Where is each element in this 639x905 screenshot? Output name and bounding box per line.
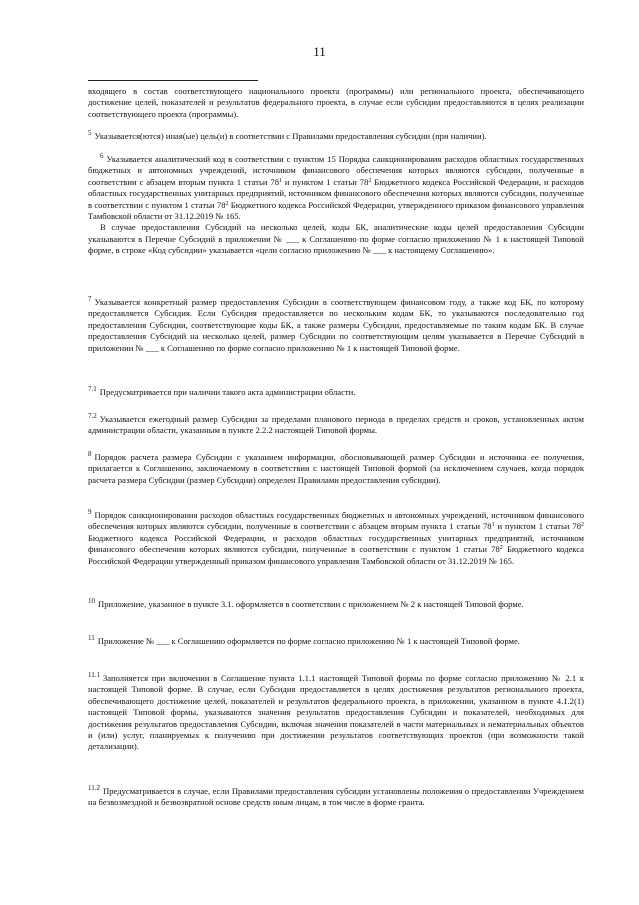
footnote-5 [88, 131, 584, 142]
footnote-mark: 7.1 [88, 385, 97, 393]
footnote-7 [88, 297, 584, 354]
superscript: 2 [499, 545, 503, 552]
footnote-text: Приложение, указанное в пункте 3.1. оформляется в соответствии с приложением № 2 к настоящей Типовой форме. [98, 599, 524, 609]
footnote-mark: 11.2 [88, 784, 100, 792]
footnote-11-1 [88, 673, 584, 753]
footnote-text: Бюджетного кодекса Российской Федерации, и расходов областных государственных унитарных предприятий, источником финансового обеспечения которых являются субсидии, полученные в соответствии с пунктом 1 статьи 78 [88, 176, 584, 210]
footnote-text: Заполняется при включении в Соглашение пункта 1.1.1 настоящей Типовой формы по форме согласно приложению № 2.1 к настоящей Типовой форме. В случае, если Субсидия предоставляется в целях достижения результатов регионального проекта, обеспечивающего достижение целей, показателей и результатов федерального проекта, в приложении, указанном в пункте 4.1.2(1) настоящей Типовой формы, указываются значения результатов предоставления Субсидии и показателей, необходимых для достижения результатов предоставления Субсидии, включая значения показателей в части материальных и нематериальных объектов и (или) услуг, планируемых к получению при достижении результатов соответствующих проектов (при возможности такой детализации). [88, 673, 584, 752]
footnote-9 [88, 510, 584, 567]
footnote-text: и пунктом 1 статьи 78 [282, 176, 369, 187]
footnote-text: Приложение № ___ к Соглашению оформляется по форме согласно приложению № 1 к настоящей Типовой форме. [97, 636, 520, 646]
superscript: 2 [368, 177, 372, 184]
footnote-text: Предусматривается в случае, если Правилами предоставления субсидии установлены положения о предоставлении Учреждением на безвозмездной и безвозвратной основе средств иным лицам, в том числе в форме гранта. [88, 786, 584, 808]
footnote-mark: 5 [88, 129, 92, 137]
footnote-mark: 9 [88, 508, 92, 516]
footnote-text: Бюджетного кодекса Российской Федерации, и расходов областных государственных унитарных предприятий, источником финансового обеспечения которых являются субсидии, полученные в соответствии с пунктом 1 статьи 78 [88, 532, 584, 555]
footnote-7-1 [88, 387, 584, 398]
footnote-text: и пунктом 1 статьи 78 [494, 521, 581, 532]
footnote-mark: 10 [88, 597, 95, 605]
footnote-11-2 [88, 786, 584, 809]
footnote-10 [88, 599, 584, 610]
footnote-mark: 7.2 [88, 412, 97, 420]
footnote-mark: 7 [88, 295, 92, 303]
footnote-text: входящего в состав соответствующего национального проекта (программы) или регионального проекта, обеспечивающего достижение целей, показателей и результатов федерального проекта, в случае если субсидии предоставляются в целях реализации соответствующего проекта (программы). [88, 86, 584, 119]
superscript: 2 [225, 200, 229, 207]
footnote-11 [88, 636, 584, 647]
footnote-text: Указывается аналитический код в соответствии с пунктом 15 Порядка санкционирования расходов областных государственных бюджетных и автономных учреждений, источником финансового обеспечения которых являются субсидии, полученные в соответствии с абзацем вторым пункта 1 статьи 78 [88, 154, 584, 187]
footnote-text: Порядок расчета размера Субсидии с указанием информации, обосновывающей размер Субсидии и источника ее получения, прилагается к Соглашению, заключаемому в соответствии с настоящей Типовой формой (за исключением случаев, когда порядок расчета размера Субсидии (размер Субсидии) определен Правилами предоставления субсидии). [88, 452, 584, 485]
footnote-text: Бюджетного кодекса Российской Федерации утвержденный приказом финансового управления Тамбовской области от 31.12.2019 № 165. [88, 544, 584, 566]
footnote-text: Указывается ежегодный размер Субсидии за пределами планового периода в пределах средств и сроков, установленных актом администрации области, указанным в пункте 2.2.2 настоящей Типовой формы. [88, 414, 584, 436]
footnote-7-2 [88, 414, 584, 437]
footnote-separator [88, 80, 258, 81]
footnote-mark: 11 [88, 634, 95, 642]
footnote-8 [88, 452, 584, 486]
superscript: 1 [279, 177, 282, 184]
footnote-continuation [88, 86, 584, 120]
footnote-text: Предусматривается при наличии такого акта администрации области. [99, 387, 356, 397]
page-number: 11 [313, 44, 326, 59]
footnote-6 [88, 154, 584, 257]
footnote-text: В случае предоставления Субсидий на несколько целей, коды БК, аналитические коды целей предоставления Субсидии указываются в Перечне Субсидий в приложении № ___ к Соглашению по форме согласно приложению № 1 к настоящей Типовой форме, в строке «Код субсидии» указывается «цели согласно приложению № ___ к настоящему Соглашению». [88, 222, 584, 256]
footnote-text: Бюджетного кодекса Российской Федерации, утвержденного приказом финансового управления Тамбовской области от 31.12.2019 № 165. [88, 199, 584, 222]
footnote-text: Указывается(ются) иная(ые) цель(и) в соответствии с Правилами предоставления субсидии (при наличии). [94, 131, 487, 141]
footnote-mark: 8 [88, 450, 92, 458]
footnote-text: Указывается конкретный размер предоставления Субсидии в соответствующем финансовом году, а также код БК, по которому предоставляется Субсидия. Если Субсидия предоставляется по нескольким кодам БК, то указываются последовательно год предоставления Субсидии, соответствующие коды БК, а также размеры Субсидии, предоставляемые по таким кодам БК. В случае предоставления Субсидий на несколько целей, размер Субсидии по соответствующим целям указывается в Перечне Субсидий в приложении № ___ к Соглашению по форме согласно приложению № 1 к настоящей Типовой форме. [88, 297, 584, 353]
superscript: 1 [491, 522, 495, 529]
superscript: 2 [581, 522, 584, 529]
footnote-mark: 11.1 [88, 671, 100, 679]
footnote-mark: 6 [100, 152, 104, 160]
footnote-text: Порядок санкционирования расходов областных государственных бюджетных и автономных учреждений, источником финансового обеспечения которых являются субсидии, полученные в соответствии с абзацем вторым пункта 1 статьи 78 [88, 510, 584, 532]
